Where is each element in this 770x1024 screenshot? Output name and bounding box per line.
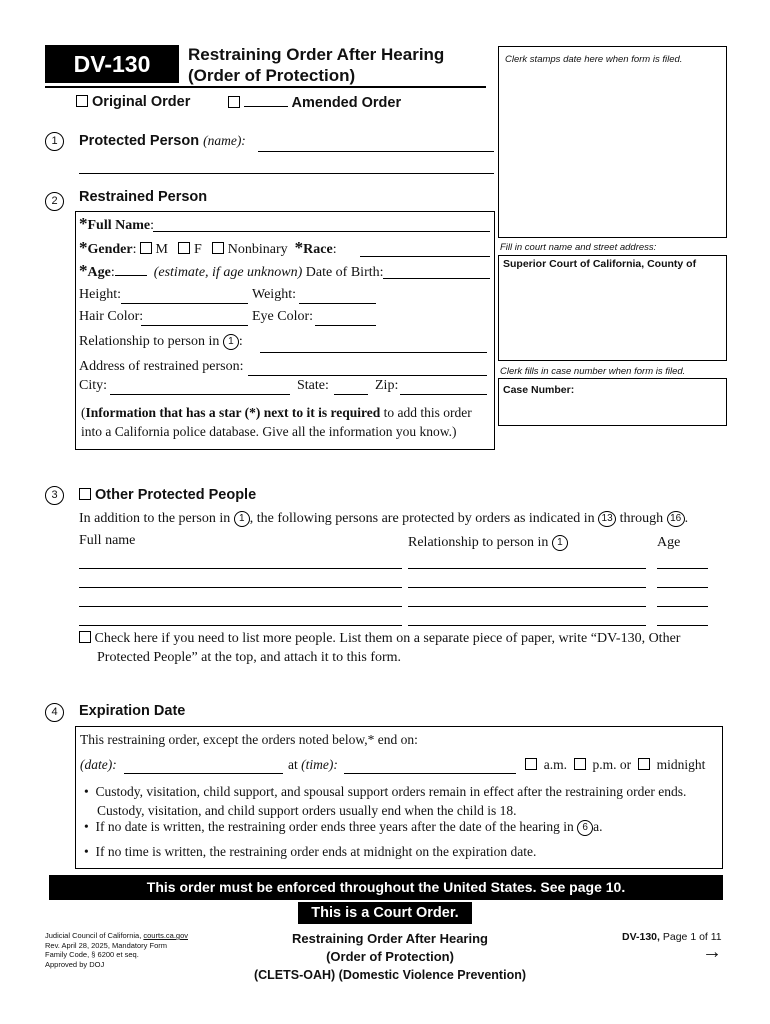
hair-color-field[interactable] bbox=[141, 325, 248, 326]
person-1-age-field[interactable] bbox=[657, 568, 708, 569]
pm-checkbox[interactable] bbox=[574, 758, 586, 770]
expiration-bullet-2: • If no date is written, the restraining order ends three years after the date of the hearing in 6 a. bbox=[84, 819, 603, 834]
person-1-relationship-field[interactable] bbox=[408, 568, 646, 569]
footer-left bbox=[45, 931, 188, 969]
required-info-note: (Information that has a star (*) next to it is required to add this order into a California police database. Give all the information you know.) bbox=[81, 405, 472, 439]
through-word: through bbox=[619, 511, 664, 526]
header-rule bbox=[45, 86, 486, 88]
full-name-row: *Full Name: bbox=[79, 214, 154, 233]
person-2-name-field[interactable] bbox=[79, 587, 402, 588]
ref-circle-1: 1 bbox=[552, 535, 568, 551]
expiration-bullet-3: • If no time is written, the restraining order ends at midnight on the expiration date. bbox=[84, 844, 537, 859]
state-label: State: bbox=[297, 378, 329, 393]
age-field[interactable] bbox=[115, 263, 147, 276]
clerk-stamp-box bbox=[498, 46, 727, 238]
footer-code: Family Code, § 6200 et seq. bbox=[45, 950, 139, 959]
more-people-text-b: Protected People” at the top, and attach it to this form. bbox=[97, 650, 402, 665]
protected-person-name-hint: (name): bbox=[203, 133, 246, 148]
footer-title-1: Restraining Order After Hearing bbox=[291, 931, 488, 946]
expiration-date-field[interactable] bbox=[124, 773, 283, 774]
required-star: * bbox=[294, 238, 304, 257]
footer-title bbox=[230, 930, 550, 984]
case-note: Clerk fills in case number when form is filed. bbox=[500, 366, 686, 377]
hair-color-label: Hair Color: bbox=[79, 309, 144, 324]
gender-row: *Gender: M F Nonbinary *Race: bbox=[79, 238, 337, 257]
gender-f-label: F bbox=[193, 242, 202, 257]
court-order-banner: This is a Court Order. bbox=[298, 902, 472, 924]
protected-person-name-field-2[interactable] bbox=[79, 173, 494, 174]
expiration-bullet-1: • Custody, visitation, child support, and spousal support orders remain in effect after the restraining order ends. Custody, visitation, and child support orders usually end when the child is 18. bbox=[84, 782, 716, 820]
city-label: City: bbox=[79, 378, 108, 393]
time-hint: (time): bbox=[301, 757, 338, 772]
relationship-field[interactable] bbox=[260, 352, 487, 353]
other-protected-checkbox[interactable] bbox=[79, 488, 91, 500]
bullet-2-text: If no date is written, the restraining order ends three years after the date of the hearing in bbox=[95, 819, 574, 834]
required-star: * bbox=[79, 214, 88, 233]
form-title-line1: Restraining Order After Hearing bbox=[188, 45, 445, 64]
gender-nonbinary-checkbox[interactable] bbox=[212, 242, 224, 254]
zip-label: Zip: bbox=[375, 378, 399, 393]
state-field[interactable] bbox=[334, 394, 368, 395]
footer-council-text: Judicial Council of California, bbox=[45, 931, 142, 940]
dob-label: Date of Birth: bbox=[305, 265, 384, 280]
next-page-arrow-icon[interactable]: → bbox=[702, 941, 722, 963]
section-2-number: 2 bbox=[45, 192, 64, 211]
amended-order-number-field[interactable] bbox=[244, 94, 288, 107]
gender-nonbinary-label: Nonbinary bbox=[227, 242, 288, 257]
footer-title-2: (Order of Protection) bbox=[326, 949, 454, 964]
age-row: *Age: (estimate, if age unknown) Date of Birth: bbox=[79, 261, 384, 280]
age-hint: (estimate, if age unknown) bbox=[153, 265, 303, 280]
amended-order-checkbox[interactable] bbox=[228, 96, 240, 108]
section-1-heading bbox=[79, 132, 246, 150]
full-name-field[interactable] bbox=[153, 231, 490, 232]
original-order-option[interactable] bbox=[76, 94, 190, 110]
other-protected-intro: In addition to the person in 1 , the following persons are protected by orders as indicated in 13 through 16 . bbox=[79, 511, 689, 526]
relationship-row: Relationship to person in 1 : bbox=[79, 334, 243, 349]
required-info-bold: Information that has a star (*) next to it is required bbox=[85, 405, 381, 420]
weight-field[interactable] bbox=[299, 303, 376, 304]
expiration-title: Expiration Date bbox=[79, 703, 186, 719]
intro-a: In addition to the person in bbox=[79, 511, 231, 526]
person-4-relationship-field[interactable] bbox=[408, 625, 646, 626]
expiration-time-field[interactable] bbox=[344, 773, 516, 774]
relationship-label: Relationship to person in bbox=[79, 334, 220, 349]
section-3-number: 3 bbox=[45, 486, 64, 505]
eye-color-label: Eye Color: bbox=[252, 309, 314, 324]
col-relationship bbox=[408, 535, 568, 551]
amended-order-option[interactable] bbox=[228, 94, 401, 111]
protected-person-title: Protected Person bbox=[79, 133, 200, 149]
intro-b: , the following persons are protected by orders as indicated in bbox=[249, 511, 595, 526]
at-label bbox=[288, 757, 338, 773]
person-2-relationship-field[interactable] bbox=[408, 587, 646, 588]
person-1-name-field[interactable] bbox=[79, 568, 402, 569]
bullet-3-text: If no time is written, the restraining order ends at midnight on the expiration date. bbox=[95, 844, 537, 859]
ref-circle-1: 1 bbox=[223, 334, 239, 350]
at-word: at bbox=[288, 757, 298, 772]
original-order-label: Original Order bbox=[92, 94, 191, 110]
city-field[interactable] bbox=[110, 394, 290, 395]
person-3-relationship-field[interactable] bbox=[408, 606, 646, 607]
footer-council bbox=[45, 931, 188, 941]
footer-approved: Approved by DOJ bbox=[45, 959, 105, 969]
midnight-label: midnight bbox=[656, 757, 706, 772]
more-people-text-a: Check here if you need to list more people. List them on a separate piece of paper, write “DV-130, Other bbox=[94, 631, 681, 646]
gender-m-checkbox[interactable] bbox=[140, 242, 152, 254]
ref-circle-13: 13 bbox=[598, 511, 616, 527]
original-order-checkbox[interactable] bbox=[76, 95, 88, 107]
form-title-line2: (Order of Protection) bbox=[188, 66, 356, 85]
bullet-2-end: a. bbox=[593, 819, 603, 834]
col-full-name: Full name bbox=[79, 533, 136, 548]
person-4-name-field[interactable] bbox=[79, 625, 402, 626]
enforcement-banner: This order must be enforced throughout the United States. See page 10. bbox=[49, 875, 723, 900]
case-number-label: Case Number: bbox=[503, 384, 575, 396]
footer-title-3: (CLETS-OAH) (Domestic Violence Prevention) bbox=[253, 968, 527, 982]
gender-f-checkbox[interactable] bbox=[178, 242, 190, 254]
footer-form-id: DV-130, bbox=[622, 931, 660, 943]
gender-label: Gender bbox=[87, 242, 133, 257]
gender-m-label: M bbox=[155, 242, 168, 257]
section-3-heading bbox=[79, 486, 256, 504]
person-4-age-field[interactable] bbox=[657, 625, 708, 626]
full-name-label: Full Name bbox=[87, 218, 151, 233]
other-protected-title: Other Protected People bbox=[95, 487, 257, 503]
court-name-box[interactable] bbox=[498, 255, 727, 361]
form-title bbox=[188, 44, 444, 86]
weight-label: Weight: bbox=[252, 287, 296, 302]
person-3-name-field[interactable] bbox=[79, 606, 402, 607]
required-star: * bbox=[79, 261, 88, 280]
ref-circle-6: 6 bbox=[577, 820, 593, 836]
date-hint: (date): bbox=[80, 757, 117, 772]
zip-field[interactable] bbox=[400, 394, 487, 395]
expiration-intro: This restraining order, except the orders noted below,* end on: bbox=[80, 732, 418, 747]
footer-rev: Rev. April 28, 2025, Mandatory Form bbox=[45, 940, 167, 950]
bullet-1-line-b: Custody, visitation, and child support orders usually end when the child is 18. bbox=[97, 803, 517, 818]
race-field[interactable] bbox=[360, 256, 490, 257]
am-checkbox[interactable] bbox=[525, 758, 537, 770]
col-relationship-label: Relationship to person in bbox=[408, 535, 549, 550]
more-people-option[interactable] bbox=[79, 629, 719, 667]
height-label: Height: bbox=[79, 287, 121, 302]
dob-field[interactable] bbox=[383, 278, 490, 279]
bullet-1-line-a: Custody, visitation, child support, and spousal support orders remain in effect after the restraining order ends. bbox=[95, 784, 687, 799]
court-note: Fill in court name and street address: bbox=[500, 242, 657, 253]
eye-color-field[interactable] bbox=[315, 325, 376, 326]
height-field[interactable] bbox=[121, 303, 248, 304]
time-options bbox=[525, 757, 705, 773]
more-people-checkbox[interactable] bbox=[79, 631, 91, 643]
amended-order-label: Amended Order bbox=[291, 95, 402, 111]
form-id-badge: DV-130 bbox=[45, 45, 179, 83]
race-label: Race bbox=[303, 242, 333, 257]
pm-label: p.m. or bbox=[592, 757, 632, 772]
age-label: Age bbox=[87, 265, 111, 280]
am-label: a.m. bbox=[543, 757, 567, 772]
section-1-number: 1 bbox=[45, 132, 64, 151]
protected-person-name-field[interactable] bbox=[258, 151, 494, 152]
footer-page-number: Page 1 of 11 bbox=[662, 931, 722, 943]
midnight-checkbox[interactable] bbox=[638, 758, 650, 770]
person-2-age-field[interactable] bbox=[657, 587, 708, 588]
address-field[interactable] bbox=[248, 375, 487, 376]
court-label: Superior Court of California, County of bbox=[503, 258, 697, 270]
required-star: * bbox=[79, 238, 88, 257]
clerk-stamp-note: Clerk stamps date here when form is filed. bbox=[505, 54, 683, 65]
restrained-person-title: Restrained Person bbox=[79, 189, 208, 205]
person-3-age-field[interactable] bbox=[657, 606, 708, 607]
col-age: Age bbox=[657, 535, 681, 550]
ref-circle-16: 16 bbox=[667, 511, 685, 527]
courts-link[interactable]: courts.ca.gov bbox=[143, 931, 188, 940]
section-4-number: 4 bbox=[45, 703, 64, 722]
ref-circle-1: 1 bbox=[234, 511, 250, 527]
address-label: Address of restrained person: bbox=[79, 359, 244, 374]
required-info-rest: to add this order into a California police database. Give all the information you know.) bbox=[81, 405, 472, 439]
